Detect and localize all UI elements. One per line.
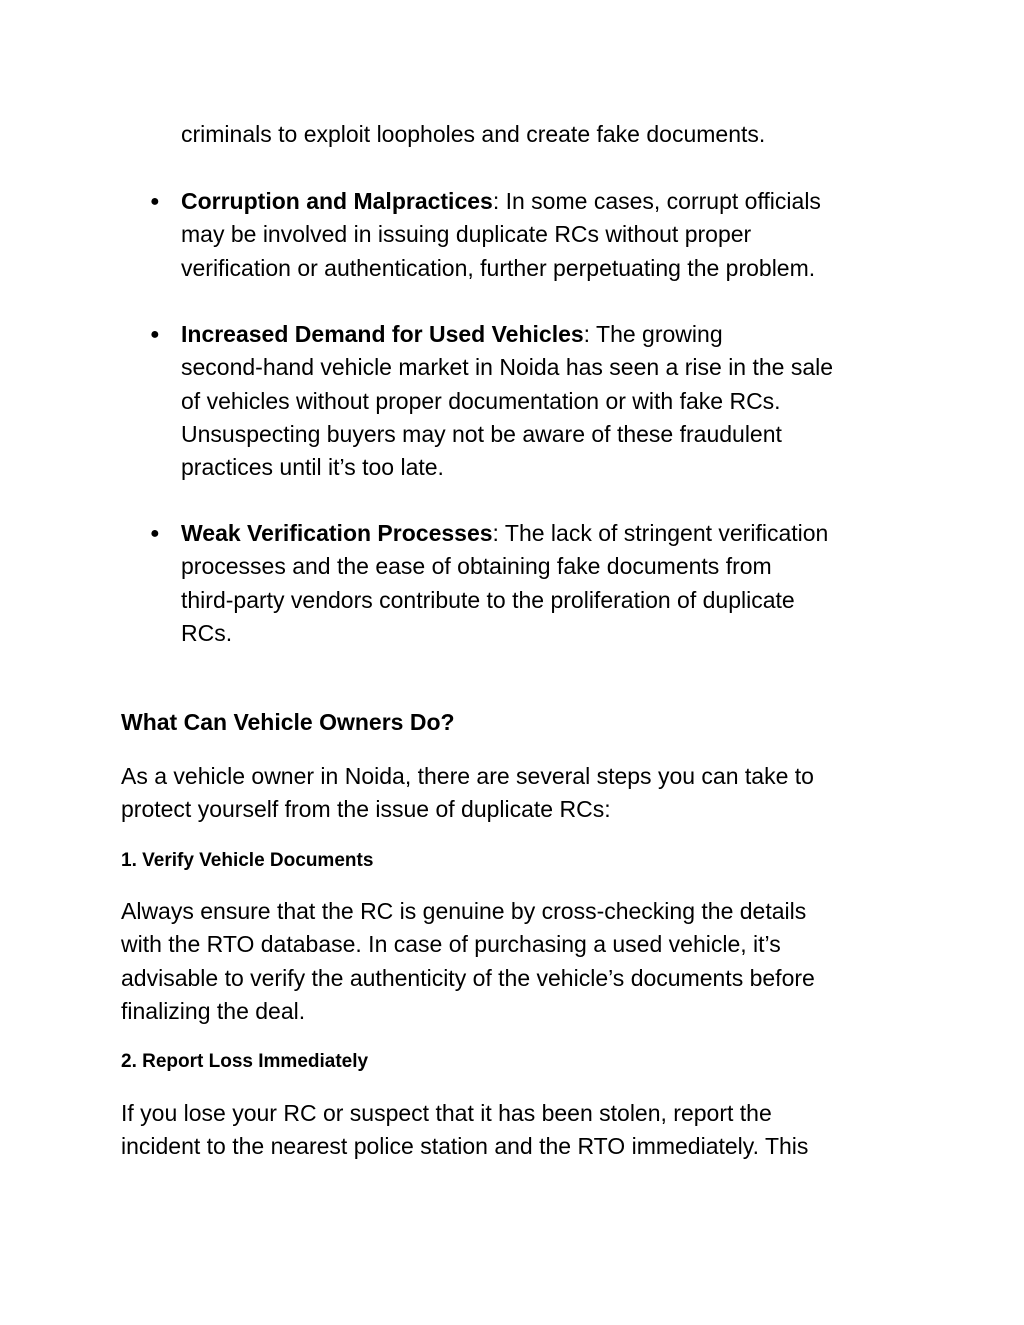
bullet-text: : The growing [583,321,723,347]
text-line [181,517,921,550]
bullet-dot-icon: ● [150,525,160,542]
text-line: Always ensure that the RC is genuine by cross-checking the details [121,898,807,924]
text-line: criminals to exploit loopholes and create fake documents. [181,121,766,147]
bullet-dot-icon: ● [150,193,160,210]
text-line: If you lose your RC or suspect that it has been stolen, report the [121,1100,772,1126]
intro-paragraph [121,760,921,827]
text-line: with the RTO database. In case of purchasing a used vehicle, it’s [121,931,781,958]
bullet-dot-icon: ● [150,326,160,343]
text-line: may be involved in issuing duplicate RCs without proper [181,221,752,248]
bullet-term: Corruption and Malpractices [181,188,493,214]
text-line [181,185,921,218]
text-line: verification or authentication, further perpetuating the problem. [181,254,816,281]
step-heading-report: 2. Report Loss Immediately [121,1051,369,1072]
text-line: processes and the ease of obtaining fake documents from [181,553,772,580]
text-line: incident to the nearest police station and the RTO immediately. This [121,1133,809,1160]
text-line: second-hand vehicle market in Noida has seen a rise in the sale [181,354,834,381]
text-line: finalizing the deal. [121,997,306,1024]
bullet-term: Weak Verification Processes [181,520,493,546]
continuation-text [181,118,921,151]
step-heading-verify: 1. Verify Vehicle Documents [121,850,374,871]
bullet-text: : In some cases, corrupt officials [492,188,821,214]
bullet-term: Increased Demand for Used Vehicles [181,321,584,347]
text-line: As a vehicle owner in Noida, there are several steps you can take to [121,763,814,789]
step-paragraph-report [121,1097,921,1164]
bullet-item-used-vehicles [150,318,921,484]
text-line: practices until it’s too late. [181,454,444,481]
bullet-text: : The lack of stringent verification [492,520,829,546]
text-line: protect yourself from the issue of duplicate RCs: [121,796,611,823]
text-line: third-party vendors contribute to the proliferation of duplicate [181,586,795,613]
text-line [181,318,921,351]
text-line: of vehicles without proper documentation or with fake RCs. [181,387,781,414]
text-line: advisable to verify the authenticity of the vehicle’s documents before [121,964,815,991]
text-line: Unsuspecting buyers may not be aware of these fraudulent [181,420,782,447]
bullet-item-corruption [150,185,921,285]
section-heading: What Can Vehicle Owners Do? [121,709,455,735]
text-line: RCs. [181,619,233,646]
bullet-item-weak-verification [150,517,921,650]
step-paragraph-verify [121,895,921,1028]
